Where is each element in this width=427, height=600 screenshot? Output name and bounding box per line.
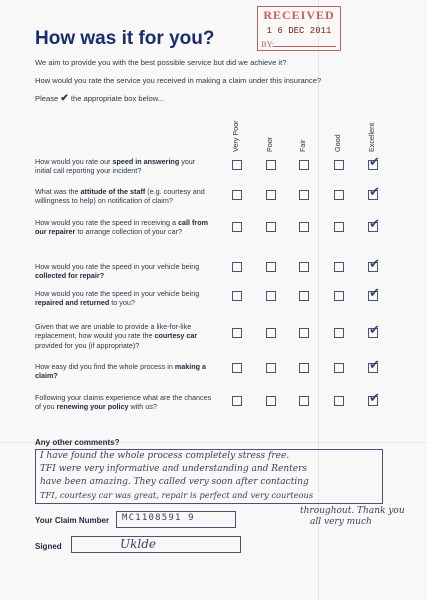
question-5: [35, 289, 213, 308]
rating-checkbox-good[interactable]: [334, 222, 344, 232]
intro-please: Please: [35, 94, 59, 103]
rating-checkbox-poor[interactable]: [266, 160, 276, 170]
question-text-part: How would you rate our: [35, 157, 113, 166]
checkmark-icon: ✔: [369, 358, 380, 373]
question-text-part: with us?: [128, 402, 157, 412]
comment-overflow-2: all very much: [310, 517, 372, 527]
question-text-part: call from our repairer: [35, 218, 209, 237]
rating-checkbox-very-poor[interactable]: [232, 363, 242, 373]
comment-line-3: have been amazing. They called very soon after contacting: [40, 477, 309, 487]
tick-icon: ✔: [60, 93, 69, 104]
rating-checkbox-very-poor[interactable]: [232, 291, 242, 301]
rating-checkbox-fair[interactable]: [299, 160, 309, 170]
rating-checkbox-good[interactable]: [334, 291, 344, 301]
checkmark-icon: ✔: [369, 323, 380, 338]
question-text-part: collected for repair?: [35, 271, 105, 281]
question-text-part: attitude of the staff: [80, 187, 146, 196]
received-stamp: [257, 6, 341, 51]
rating-checkbox-good[interactable]: [334, 396, 344, 406]
question-1: [35, 157, 213, 176]
checkmark-icon: ✔: [369, 185, 380, 200]
question-6: [35, 322, 213, 350]
rating-checkbox-fair[interactable]: [299, 363, 309, 373]
rating-checkbox-poor[interactable]: [266, 396, 276, 406]
question-text-part: How easy did you find the whole process in: [35, 362, 175, 371]
question-text-part: How would you rate the speed in your vehicle being: [35, 289, 200, 298]
comments-label: Any other comments?: [35, 438, 120, 447]
question-2: [35, 187, 213, 206]
question-text-part: speed in answering: [112, 157, 180, 166]
question-text-part: provided for you (if appropriate)?: [35, 340, 140, 350]
question-text-part: to arrange collection of your car?: [75, 227, 183, 237]
rating-checkbox-fair[interactable]: [299, 190, 309, 200]
rating-checkbox-very-poor[interactable]: [232, 328, 242, 338]
rating-checkbox-fair[interactable]: [299, 262, 309, 272]
rating-checkbox-fair[interactable]: [299, 328, 309, 338]
rating-checkbox-good[interactable]: [334, 363, 344, 373]
rating-checkbox-fair[interactable]: [299, 291, 309, 301]
question-text-part: your initial call reporting your incident?: [35, 157, 196, 176]
rating-checkbox-very-poor[interactable]: [232, 262, 242, 272]
intro-line-1: We aim to provide you with the best possible service but did we achieve it?: [35, 58, 287, 67]
question-text-part: to you?: [109, 298, 135, 308]
rating-checkbox-poor[interactable]: [266, 222, 276, 232]
question-text-part: Given that we are unable to provide a like-for-like replacement, how would you rate the: [35, 322, 192, 341]
comment-line-4: TFI, courtesy car was great, repair is perfect and very courteous: [40, 490, 314, 500]
stamp-date: 1 6 DEC 2011: [266, 26, 332, 36]
comment-line-2: TFI were very informative and understanding and Renters: [40, 464, 308, 474]
rating-checkbox-poor[interactable]: [266, 262, 276, 272]
column-header-very-poor: Very Poor: [231, 120, 240, 152]
question-text-part: making a claim?: [35, 362, 207, 381]
checkmark-icon: ✔: [369, 391, 380, 406]
question-text-part: How would you rate the speed in receiving a: [35, 218, 179, 227]
question-text-part: renewing your policy: [56, 402, 129, 412]
question-text-part: repaired and returned: [35, 298, 110, 308]
rating-checkbox-fair[interactable]: [299, 396, 309, 406]
rating-checkbox-good[interactable]: [334, 190, 344, 200]
checkmark-icon: ✔: [369, 155, 380, 170]
question-text-part: What was the: [35, 187, 81, 196]
signed-label: Signed: [35, 542, 62, 551]
question-4: [35, 262, 213, 281]
question-text-part: (e.g. courtesy and willingness to help) on notification of claim?: [35, 187, 205, 206]
checkmark-icon: ✔: [369, 286, 380, 301]
rating-checkbox-very-poor[interactable]: [232, 396, 242, 406]
question-text-part: How would you rate the speed in your vehicle being: [35, 262, 200, 271]
checkmark-icon: ✔: [369, 217, 380, 232]
column-header-poor: Poor: [265, 136, 274, 152]
stamp-by-line: [273, 46, 336, 47]
rating-checkbox-fair[interactable]: [299, 222, 309, 232]
intro-line-3: [35, 93, 164, 104]
page-title: How was it for you?: [35, 28, 215, 49]
question-7: [35, 362, 213, 381]
question-3: [35, 218, 213, 237]
rating-checkbox-very-poor[interactable]: [232, 160, 242, 170]
rating-checkbox-poor[interactable]: [266, 291, 276, 301]
rating-checkbox-very-poor[interactable]: [232, 222, 242, 232]
comment-line-1: I have found the whole process completely stress free.: [40, 451, 290, 461]
rating-checkbox-good[interactable]: [334, 160, 344, 170]
claim-number-label: Your Claim Number: [35, 516, 110, 525]
rating-checkbox-very-poor[interactable]: [232, 190, 242, 200]
signature-value: Uklde: [120, 537, 157, 551]
intro-line-2: How would you rate the service you received in making a claim under this insurance?: [35, 76, 322, 85]
claim-number-value: MC1108591 9: [122, 513, 195, 523]
rating-checkbox-poor[interactable]: [266, 328, 276, 338]
rating-checkbox-good[interactable]: [334, 262, 344, 272]
column-header-good: Good: [333, 134, 342, 152]
comment-overflow-1: throughout. Thank you: [300, 506, 405, 516]
rating-checkbox-poor[interactable]: [266, 363, 276, 373]
intro-instruction: the appropriate box below...: [70, 94, 165, 103]
question-8: [35, 393, 213, 412]
rating-checkbox-poor[interactable]: [266, 190, 276, 200]
stamp-title: RECEIVED: [263, 8, 335, 22]
checkmark-icon: ✔: [369, 257, 380, 272]
question-text-part: Following your claims experience what are the chances of you: [35, 393, 212, 412]
stamp-by: BY:: [261, 39, 275, 49]
column-header-fair: Fair: [298, 139, 307, 152]
column-header-excellent: Excellent: [367, 122, 376, 152]
question-text-part: courtesy car: [154, 331, 198, 341]
rating-checkbox-good[interactable]: [334, 328, 344, 338]
